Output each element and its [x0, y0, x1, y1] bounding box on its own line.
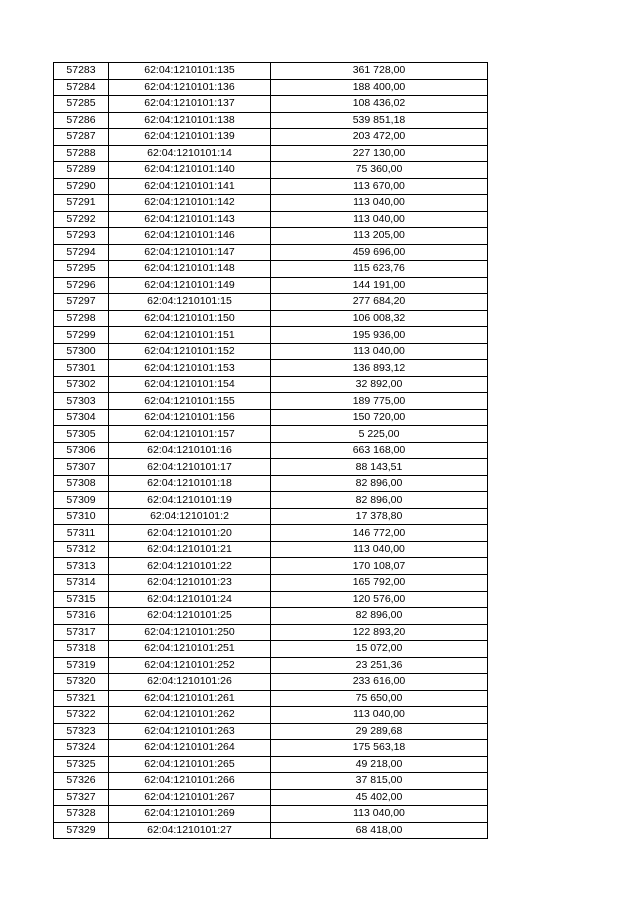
cadastral-value-cell: 108 436,02 [271, 96, 488, 113]
cadastral-number-cell: 62:04:1210101:155 [109, 393, 271, 410]
row-number-cell: 57291 [54, 195, 109, 212]
cadastral-number-cell: 62:04:1210101:17 [109, 459, 271, 476]
table-row [54, 393, 488, 410]
table-row [54, 806, 488, 823]
cadastral-number-cell: 62:04:1210101:139 [109, 129, 271, 146]
cadastral-number-cell: 62:04:1210101:149 [109, 277, 271, 294]
row-number-cell: 57310 [54, 508, 109, 525]
table-row [54, 442, 488, 459]
row-number-cell: 57300 [54, 343, 109, 360]
table-row [54, 426, 488, 443]
table-row [54, 508, 488, 525]
table-row [54, 277, 488, 294]
row-number-cell: 57298 [54, 310, 109, 327]
row-number-cell: 57302 [54, 376, 109, 393]
table-row [54, 690, 488, 707]
row-number-cell: 57288 [54, 145, 109, 162]
row-number-cell: 57329 [54, 822, 109, 839]
row-number-cell: 57289 [54, 162, 109, 179]
row-number-cell: 57312 [54, 541, 109, 558]
cadastral-value-cell: 75 360,00 [271, 162, 488, 179]
row-number-cell: 57325 [54, 756, 109, 773]
cadastral-value-cell: 113 040,00 [271, 806, 488, 823]
cadastral-number-cell: 62:04:1210101:151 [109, 327, 271, 344]
cadastral-value-cell: 113 040,00 [271, 195, 488, 212]
cadastral-number-cell: 62:04:1210101:154 [109, 376, 271, 393]
cadastral-value-cell: 113 040,00 [271, 707, 488, 724]
row-number-cell: 57324 [54, 740, 109, 757]
table-body [54, 63, 488, 839]
cadastral-value-cell: 233 616,00 [271, 674, 488, 691]
cadastral-number-cell: 62:04:1210101:14 [109, 145, 271, 162]
table-row [54, 79, 488, 96]
row-number-cell: 57319 [54, 657, 109, 674]
cadastral-value-cell: 113 205,00 [271, 228, 488, 245]
cadastral-value-cell: 539 851,18 [271, 112, 488, 129]
row-number-cell: 57284 [54, 79, 109, 96]
cadastral-value-cell: 122 893,20 [271, 624, 488, 641]
cadastral-number-cell: 62:04:1210101:21 [109, 541, 271, 558]
row-number-cell: 57315 [54, 591, 109, 608]
table-row [54, 657, 488, 674]
cadastral-value-cell: 203 472,00 [271, 129, 488, 146]
cadastral-number-cell: 62:04:1210101:16 [109, 442, 271, 459]
cadastral-number-cell: 62:04:1210101:266 [109, 773, 271, 790]
table-row [54, 541, 488, 558]
cadastral-number-cell: 62:04:1210101:153 [109, 360, 271, 377]
table-row [54, 294, 488, 311]
cadastral-number-cell: 62:04:1210101:138 [109, 112, 271, 129]
cadastral-number-cell: 62:04:1210101:262 [109, 707, 271, 724]
cadastral-number-cell: 62:04:1210101:147 [109, 244, 271, 261]
cadastral-number-cell: 62:04:1210101:264 [109, 740, 271, 757]
row-number-cell: 57313 [54, 558, 109, 575]
row-number-cell: 57303 [54, 393, 109, 410]
cadastral-number-cell: 62:04:1210101:19 [109, 492, 271, 509]
cadastral-number-cell: 62:04:1210101:142 [109, 195, 271, 212]
cadastral-number-cell: 62:04:1210101:148 [109, 261, 271, 278]
cadastral-number-cell: 62:04:1210101:150 [109, 310, 271, 327]
cadastral-value-cell: 113 040,00 [271, 541, 488, 558]
table-row [54, 492, 488, 509]
row-number-cell: 57294 [54, 244, 109, 261]
row-number-cell: 57323 [54, 723, 109, 740]
row-number-cell: 57285 [54, 96, 109, 113]
table-row [54, 63, 488, 80]
table-row [54, 624, 488, 641]
cadastral-value-cell: 82 896,00 [271, 608, 488, 625]
table-row [54, 608, 488, 625]
cadastral-number-cell: 62:04:1210101:152 [109, 343, 271, 360]
table-row [54, 723, 488, 740]
table-row [54, 756, 488, 773]
row-number-cell: 57283 [54, 63, 109, 80]
row-number-cell: 57316 [54, 608, 109, 625]
table-row [54, 343, 488, 360]
cadastral-number-cell: 62:04:1210101:26 [109, 674, 271, 691]
cadastral-number-cell: 62:04:1210101:156 [109, 409, 271, 426]
table-row [54, 178, 488, 195]
row-number-cell: 57295 [54, 261, 109, 278]
cadastral-value-cell: 37 815,00 [271, 773, 488, 790]
row-number-cell: 57301 [54, 360, 109, 377]
table-row [54, 228, 488, 245]
cadastral-value-cell: 5 225,00 [271, 426, 488, 443]
cadastral-number-cell: 62:04:1210101:141 [109, 178, 271, 195]
cadastral-value-cell: 146 772,00 [271, 525, 488, 542]
row-number-cell: 57328 [54, 806, 109, 823]
cadastral-value-cell: 188 400,00 [271, 79, 488, 96]
cadastral-value-cell: 459 696,00 [271, 244, 488, 261]
row-number-cell: 57297 [54, 294, 109, 311]
cadastral-number-cell: 62:04:1210101:250 [109, 624, 271, 641]
cadastral-number-cell: 62:04:1210101:18 [109, 475, 271, 492]
table-row [54, 360, 488, 377]
cadastral-value-cell: 82 896,00 [271, 475, 488, 492]
cadastral-number-cell: 62:04:1210101:20 [109, 525, 271, 542]
table-row [54, 195, 488, 212]
cadastral-value-cell: 23 251,36 [271, 657, 488, 674]
row-number-cell: 57326 [54, 773, 109, 790]
cadastral-value-cell: 29 289,68 [271, 723, 488, 740]
cadastral-value-cell: 170 108,07 [271, 558, 488, 575]
table-row [54, 211, 488, 228]
cadastral-value-cell: 195 936,00 [271, 327, 488, 344]
table-row [54, 162, 488, 179]
table-row [54, 641, 488, 658]
row-number-cell: 57317 [54, 624, 109, 641]
row-number-cell: 57290 [54, 178, 109, 195]
row-number-cell: 57286 [54, 112, 109, 129]
cadastral-value-cell: 150 720,00 [271, 409, 488, 426]
table-row [54, 674, 488, 691]
row-number-cell: 57322 [54, 707, 109, 724]
table-row [54, 96, 488, 113]
table-row [54, 409, 488, 426]
row-number-cell: 57314 [54, 574, 109, 591]
cadastral-number-cell: 62:04:1210101:2 [109, 508, 271, 525]
table-row [54, 525, 488, 542]
cadastral-value-cell: 15 072,00 [271, 641, 488, 658]
row-number-cell: 57327 [54, 789, 109, 806]
cadastral-number-cell: 62:04:1210101:136 [109, 79, 271, 96]
row-number-cell: 57308 [54, 475, 109, 492]
cadastral-value-cell: 75 650,00 [271, 690, 488, 707]
cadastral-number-cell: 62:04:1210101:143 [109, 211, 271, 228]
table-row [54, 129, 488, 146]
cadastral-value-cell: 88 143,51 [271, 459, 488, 476]
cadastral-value-cell: 49 218,00 [271, 756, 488, 773]
cadastral-value-cell: 32 892,00 [271, 376, 488, 393]
table-row [54, 310, 488, 327]
cadastral-number-cell: 62:04:1210101:135 [109, 63, 271, 80]
table-row [54, 574, 488, 591]
cadastral-value-cell: 227 130,00 [271, 145, 488, 162]
cadastral-value-cell: 120 576,00 [271, 591, 488, 608]
cadastral-value-table [53, 62, 488, 839]
row-number-cell: 57318 [54, 641, 109, 658]
cadastral-value-cell: 106 008,32 [271, 310, 488, 327]
cadastral-number-cell: 62:04:1210101:263 [109, 723, 271, 740]
cadastral-value-cell: 113 670,00 [271, 178, 488, 195]
row-number-cell: 57305 [54, 426, 109, 443]
row-number-cell: 57311 [54, 525, 109, 542]
cadastral-value-cell: 82 896,00 [271, 492, 488, 509]
row-number-cell: 57292 [54, 211, 109, 228]
table-row [54, 145, 488, 162]
cadastral-number-cell: 62:04:1210101:146 [109, 228, 271, 245]
row-number-cell: 57293 [54, 228, 109, 245]
row-number-cell: 57306 [54, 442, 109, 459]
cadastral-number-cell: 62:04:1210101:157 [109, 426, 271, 443]
row-number-cell: 57321 [54, 690, 109, 707]
cadastral-number-cell: 62:04:1210101:22 [109, 558, 271, 575]
cadastral-value-cell: 189 775,00 [271, 393, 488, 410]
table-row [54, 475, 488, 492]
cadastral-value-cell: 165 792,00 [271, 574, 488, 591]
cadastral-number-cell: 62:04:1210101:252 [109, 657, 271, 674]
cadastral-value-cell: 663 168,00 [271, 442, 488, 459]
cadastral-number-cell: 62:04:1210101:269 [109, 806, 271, 823]
cadastral-value-cell: 175 563,18 [271, 740, 488, 757]
table-row [54, 773, 488, 790]
table-row [54, 459, 488, 476]
cadastral-number-cell: 62:04:1210101:27 [109, 822, 271, 839]
cadastral-value-cell: 277 684,20 [271, 294, 488, 311]
row-number-cell: 57296 [54, 277, 109, 294]
table-row [54, 112, 488, 129]
table-row [54, 822, 488, 839]
table-row [54, 261, 488, 278]
cadastral-value-cell: 113 040,00 [271, 211, 488, 228]
cadastral-number-cell: 62:04:1210101:24 [109, 591, 271, 608]
table-row [54, 789, 488, 806]
cadastral-number-cell: 62:04:1210101:267 [109, 789, 271, 806]
row-number-cell: 57304 [54, 409, 109, 426]
table-row [54, 244, 488, 261]
table-row [54, 591, 488, 608]
row-number-cell: 57309 [54, 492, 109, 509]
table-row [54, 558, 488, 575]
table-row [54, 707, 488, 724]
cadastral-number-cell: 62:04:1210101:137 [109, 96, 271, 113]
table-row [54, 740, 488, 757]
row-number-cell: 57307 [54, 459, 109, 476]
cadastral-value-cell: 17 378,80 [271, 508, 488, 525]
cadastral-value-cell: 361 728,00 [271, 63, 488, 80]
table-row [54, 376, 488, 393]
cadastral-value-cell: 144 191,00 [271, 277, 488, 294]
table-row [54, 327, 488, 344]
row-number-cell: 57299 [54, 327, 109, 344]
cadastral-number-cell: 62:04:1210101:140 [109, 162, 271, 179]
cadastral-value-cell: 113 040,00 [271, 343, 488, 360]
row-number-cell: 57287 [54, 129, 109, 146]
cadastral-number-cell: 62:04:1210101:25 [109, 608, 271, 625]
cadastral-number-cell: 62:04:1210101:23 [109, 574, 271, 591]
cadastral-value-cell: 45 402,00 [271, 789, 488, 806]
cadastral-number-cell: 62:04:1210101:251 [109, 641, 271, 658]
cadastral-value-cell: 68 418,00 [271, 822, 488, 839]
row-number-cell: 57320 [54, 674, 109, 691]
cadastral-value-cell: 115 623,76 [271, 261, 488, 278]
cadastral-number-cell: 62:04:1210101:15 [109, 294, 271, 311]
cadastral-value-cell: 136 893,12 [271, 360, 488, 377]
cadastral-number-cell: 62:04:1210101:265 [109, 756, 271, 773]
cadastral-number-cell: 62:04:1210101:261 [109, 690, 271, 707]
